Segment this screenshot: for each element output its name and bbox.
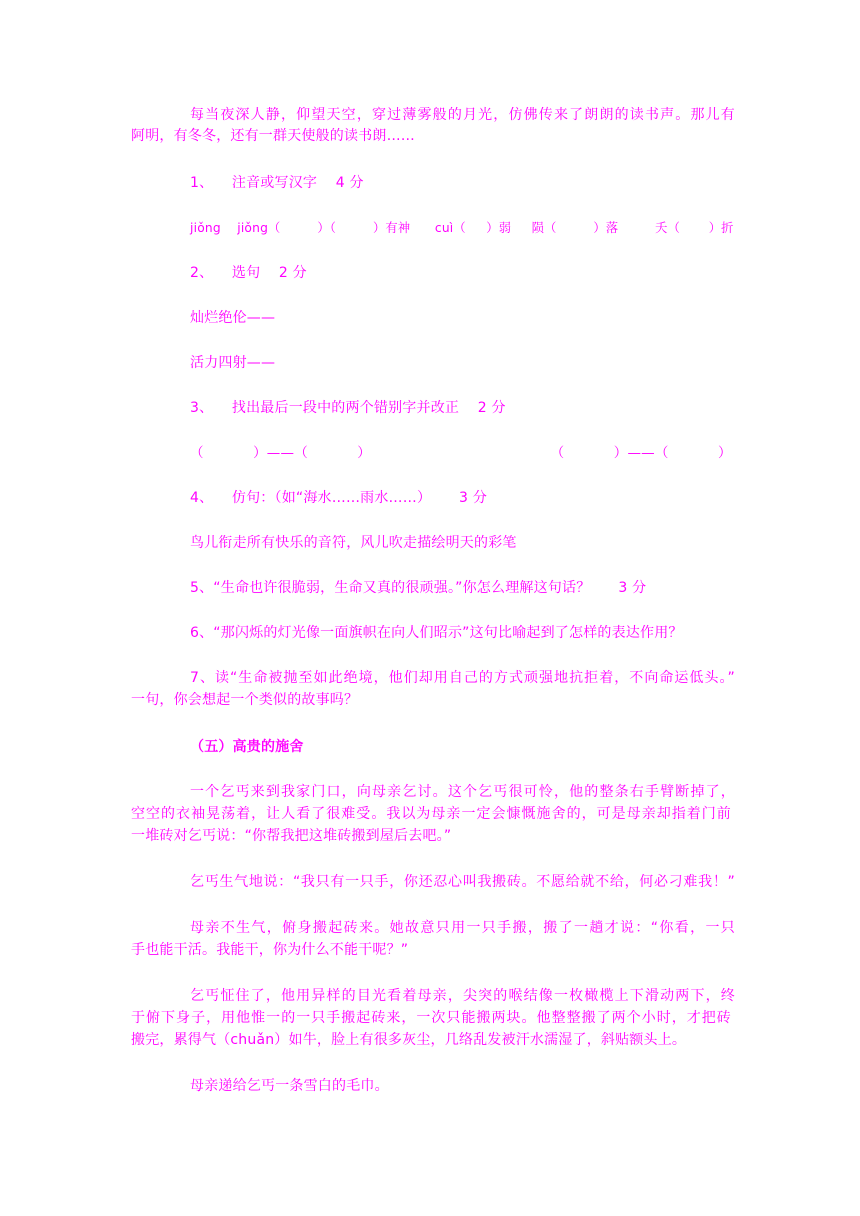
question-6: 6、“那闪烁的灯光像一面旗帜在向人们昭示”这句比喻起到了怎样的表达作用？	[190, 625, 683, 641]
question-2-item-2: 活力四射——	[190, 355, 276, 371]
question-3-title: 3、 找出最后一段中的两个错别字并改正 2 分	[190, 400, 506, 416]
question-2-title: 2、 选句 2 分	[190, 265, 307, 281]
paragraph-4-line-3: 搬完，累得气（chuǎn）如牛，脸上有很多灰尘，几络乱发被汗水濡湿了，斜贴额头上。	[131, 1032, 687, 1048]
question-5: 5、“生命也许很脆弱，生命又真的很顽强。”你怎么理解这句话？ 3 分	[190, 580, 647, 596]
intro-line-2: 阿明，有冬冬，还有一群天使般的读书朗……	[131, 128, 415, 144]
paragraph-1-line-3: 一堆砖对乞丐说：“你帮我把这堆砖搬到屋后去吧。”	[131, 828, 452, 844]
paragraph-5: 母亲递给乞丐一条雪白的毛巾。	[190, 1078, 389, 1094]
paragraph-3-line-1: 母亲不生气，俯身搬起砖来。她故意只用一只手搬，搬了一趟才说：“你看，一只	[190, 920, 735, 936]
question-7-line-1: 7、读“生命被抛至如此绝境，他们却用自己的方式顽强地抗拒着，不向命运低头。”	[190, 670, 735, 686]
paragraph-4-line-1: 乞丐怔住了，他用异样的目光看着母亲，尖突的喉结像一枚橄榄上下滑动两下，终	[190, 988, 735, 1004]
paragraph-4-line-2: 于俯下身子，用他惟一的一只手搬起砖来，一次只能搬两块。他整整搬了两个小时，才把砖	[131, 1010, 731, 1026]
question-1-pinyin-line: jiǒng jiǒng（ ）（ ）有神 cuì（ ）弱 陨（ ）落 夭（ ）折	[190, 221, 734, 235]
question-7-line-2: 一句，你会想起一个类似的故事吗？	[131, 692, 359, 708]
paragraph-2: 乞丐生气地说：“我只有一只手，你还忍心叫我搬砖。不愿给就不给，何必刁难我！”	[190, 874, 735, 890]
question-1-title: 1、 注音或写汉字 4 分	[190, 175, 364, 191]
question-2-item-1: 灿烂绝伦——	[190, 310, 276, 326]
question-3-blanks: （ ）——（ ） （ ）——（ ）	[190, 445, 732, 461]
paragraph-1-line-1: 一个乞丐来到我家门口，向母亲乞讨。这个乞丐很可怜，他的整条右手臂断掉了，	[190, 784, 735, 800]
intro-line-1: 每当夜深人静，仰望天空，穿过薄雾般的月光，仿佛传来了朗朗的读书声。那儿有	[190, 107, 735, 123]
question-4-title: 4、 仿句：（如“海水……雨水……） 3 分	[190, 490, 488, 506]
question-4-sentence: 鸟儿衔走所有快乐的音符，风儿吹走描绘明天的彩笔	[190, 535, 517, 551]
paragraph-1-line-2: 空空的衣袖晃荡着，让人看了很难受。我以为母亲一定会慷慨施舍的，可是母亲却指着门前	[131, 806, 731, 822]
section-5-heading: （五）高贵的施舍	[190, 739, 304, 755]
paragraph-3-line-2: 手也能干活。我能干，你为什么不能干呢？”	[131, 942, 409, 958]
